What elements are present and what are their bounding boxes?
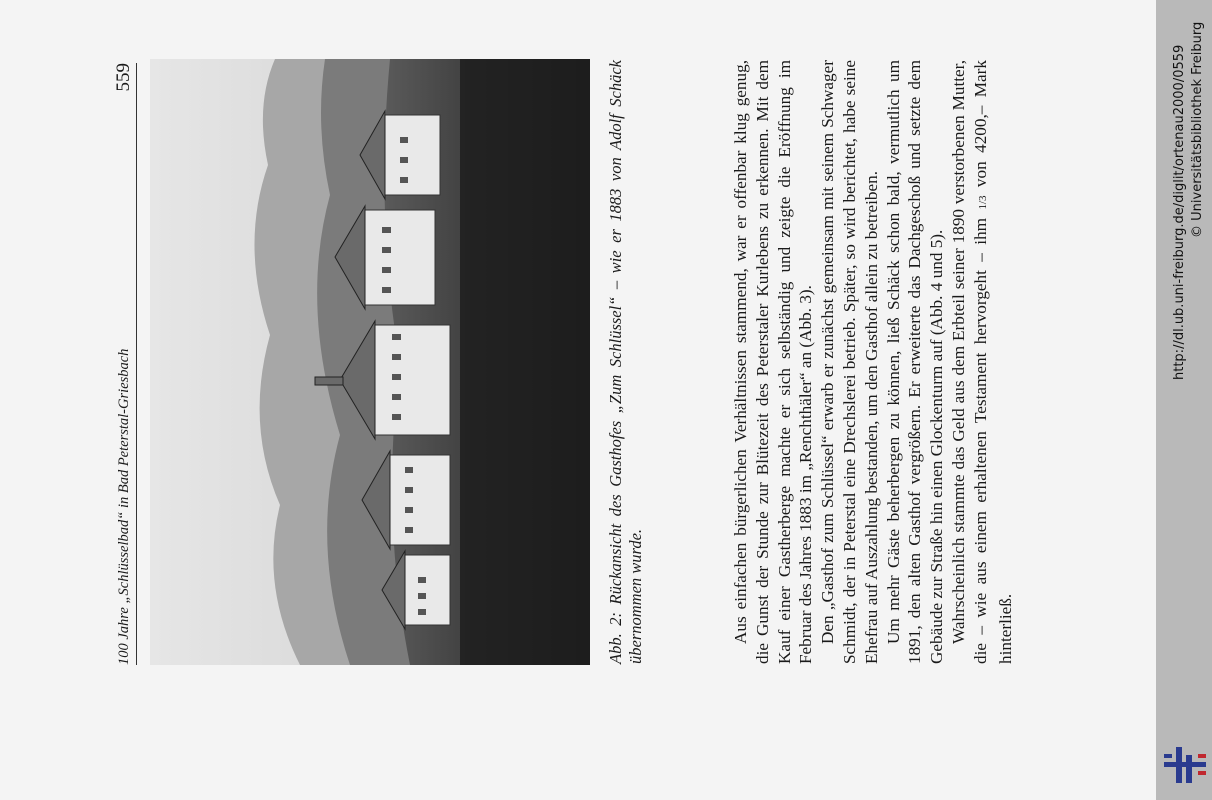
running-head <box>110 63 137 665</box>
source-url[interactable]: http://dl.ub.uni-freiburg.de/diglit/ortenau2000/0559 <box>1172 44 1187 380</box>
paragraph <box>948 60 1016 664</box>
body-text <box>730 60 1016 664</box>
historic-photo <box>150 59 590 665</box>
paragraph: Aus einfachen bürgerlichen Verhältnissen stammend, war er offenbar klug genug, die Gunst der Stunde zur Blütezeit des Peterstaler Kurlebens zu erkennen. Mit dem Kauf einer Gastherberge machte er sich selbständig und zeigte die Eröffnung im Februar des Jahres 1883 im „Renchthäler“ an (Abb. 3). <box>731 60 816 664</box>
page-number: 559 <box>113 63 134 92</box>
paragraph: Um mehr Gäste beherbergen zu können, ließ Schäck schon bald, vermutlich um 1891, den alten Gasthof vergrößern. Er erweiterte das Dachgeschoß und setzte dem Gebäude zur Straße hin einen Glockenturm auf (Abb. 4 und 5). <box>883 60 947 664</box>
book-page <box>28 60 1128 740</box>
fraction: 1/3 <box>976 195 989 210</box>
paragraph-text: von 4200,– Mark hinterließ. <box>970 60 1015 664</box>
library-logo-icon <box>1162 745 1208 785</box>
copyright-note: © Universitätsbibliothek Freiburg <box>1190 21 1205 238</box>
paragraph-text: Wahrscheinlich stammte das Geld aus dem Erbteil seiner 1890 verstorbenen Mutter, die – wie aus einem erhaltenen Testament hervorgeht – ihm <box>948 60 990 664</box>
figure-caption: Abb. 2: Rückansicht des Gasthofes „Zum Schlüssel“ – wie er 1883 von Adolf Schäck übernommen wurde. <box>606 60 645 664</box>
running-head-title: 100 Jahre „Schlüsselbad“ in Bad Peterstal-Griesbach <box>116 348 132 665</box>
paragraph: Den „Gasthof zum Schlüssel“ erwarb er zunächst gemeinsam mit seinem Schwager Schmidt, der in Peterstal eine Drechslerei betrieb. Später, so wird berichtet, habe seine Ehefrau auf Auszahlung bestanden, um den Gasthof allein zu betreiben. <box>818 60 881 664</box>
